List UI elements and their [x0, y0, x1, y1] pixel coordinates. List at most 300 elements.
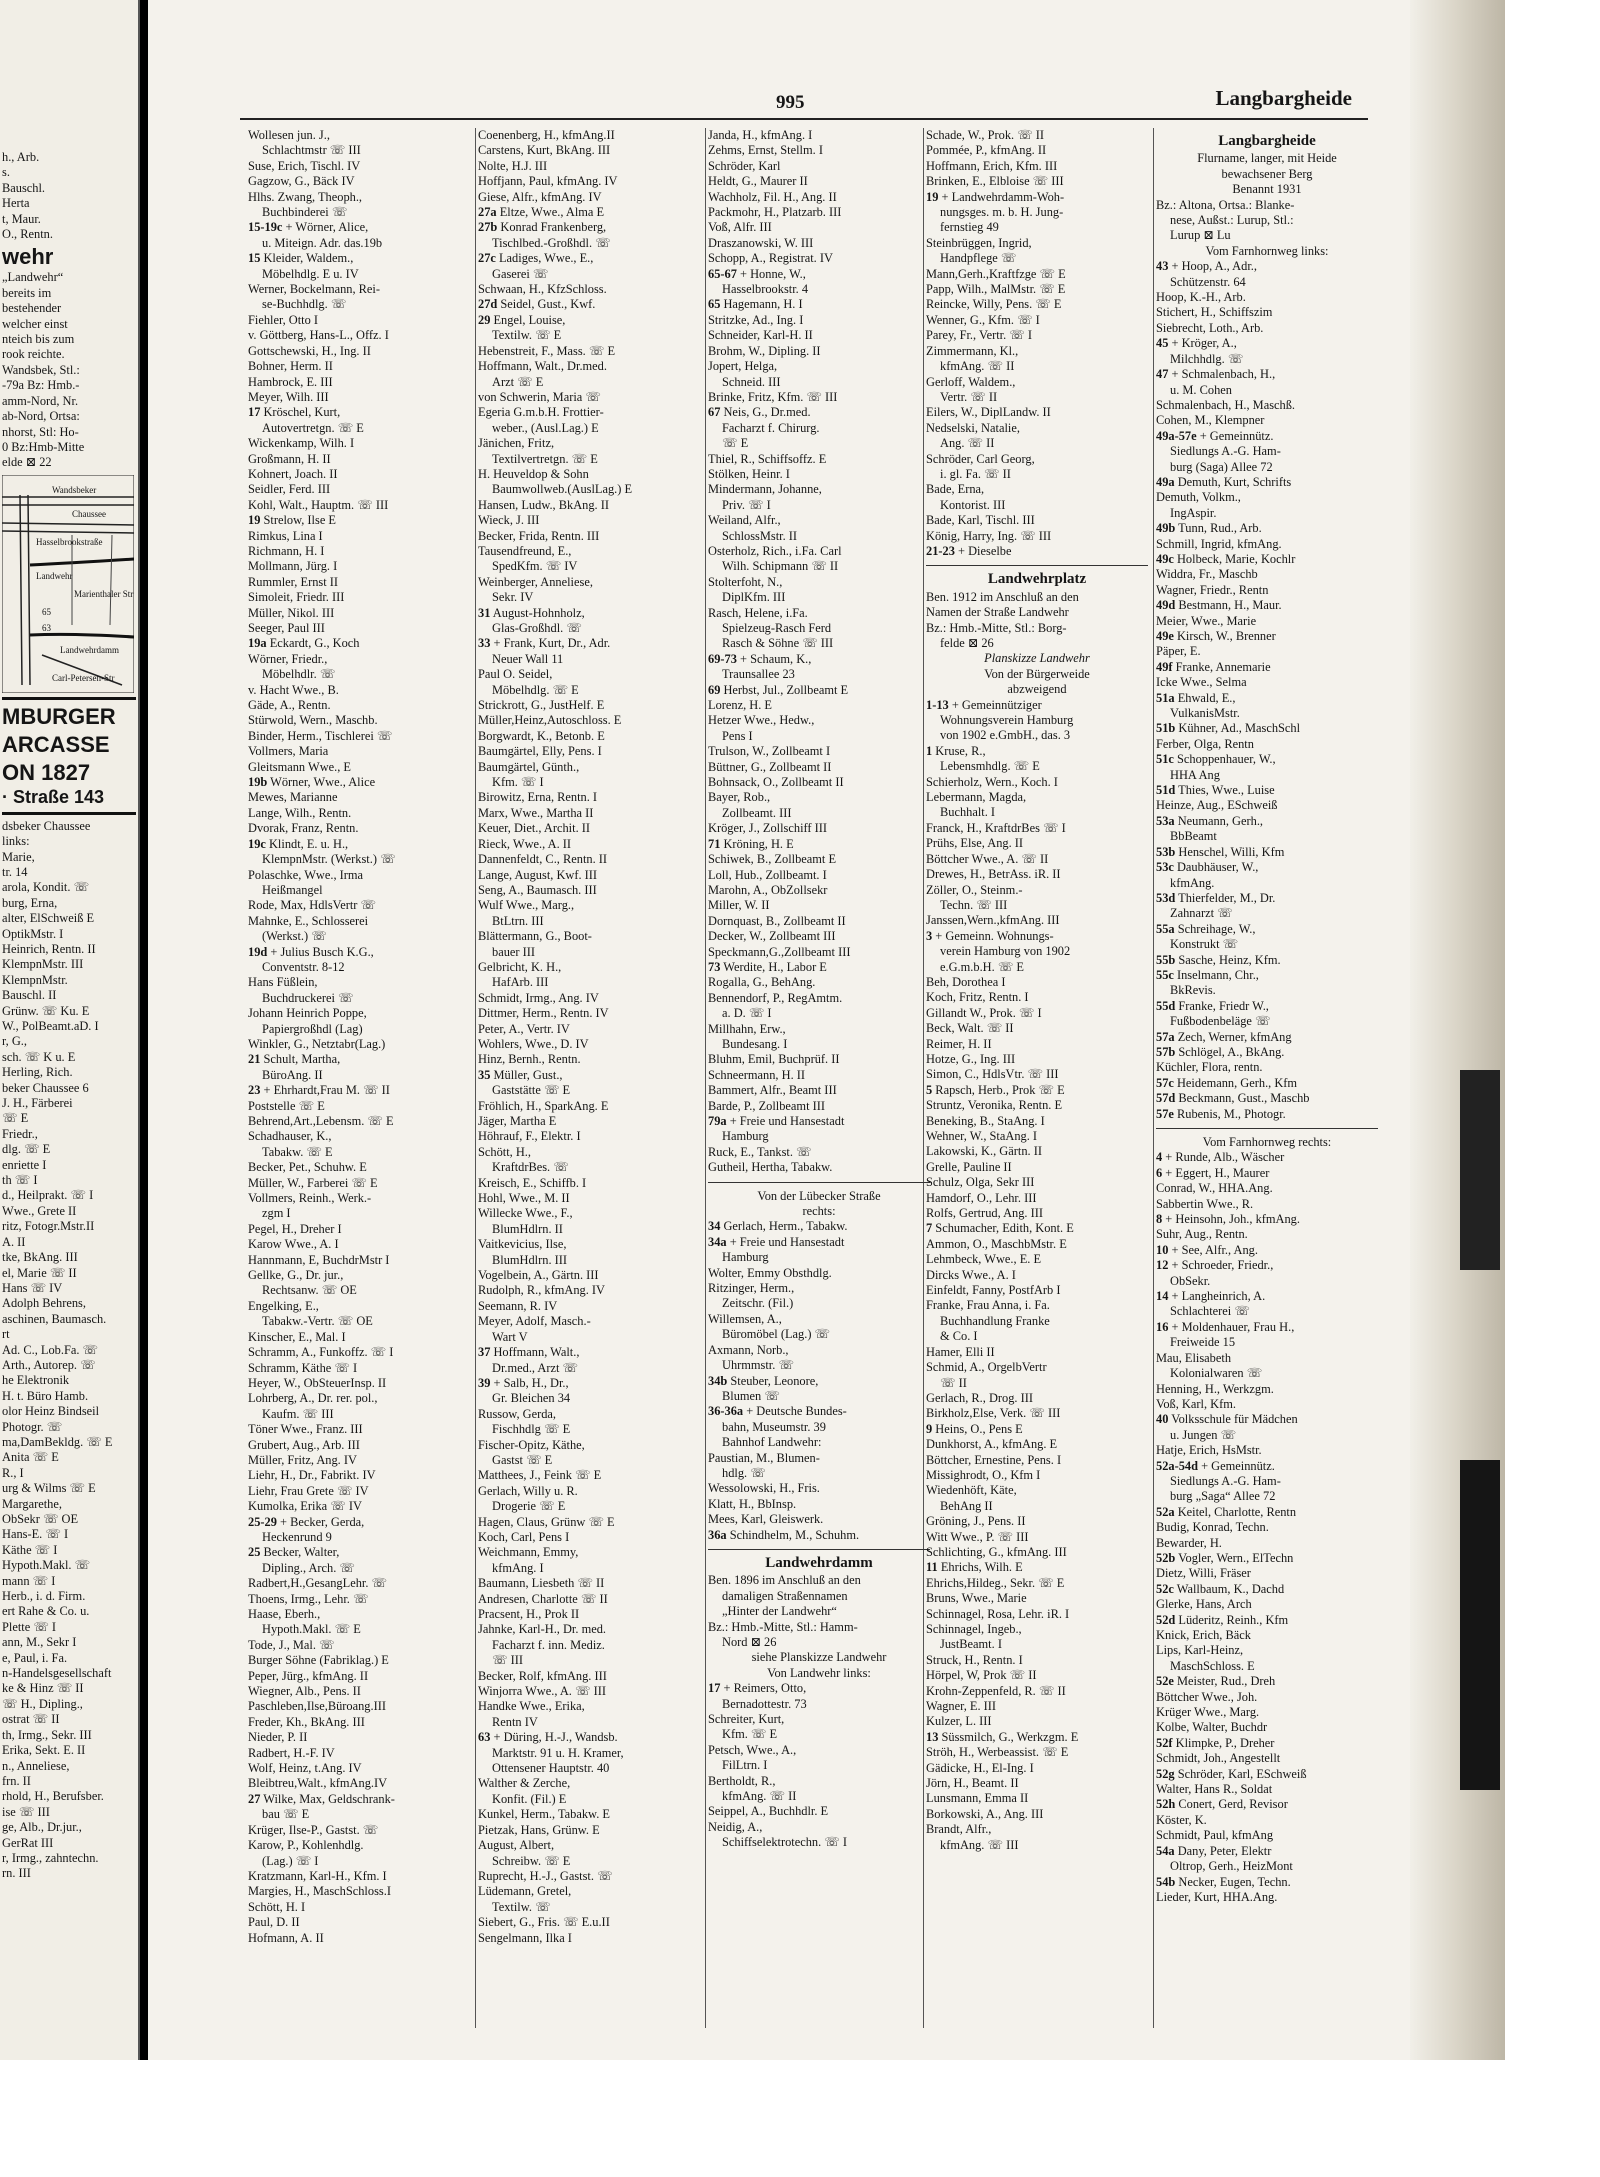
- text-line: alter, ElSchweiß E: [2, 911, 95, 926]
- resident-entry: Gaststätte ☏ E: [492, 1083, 571, 1098]
- resident-entry: Köster, K.: [1156, 1812, 1207, 1827]
- house-number-entry: 36-36a + Deutsche Bundes-: [708, 1404, 847, 1419]
- resident-entry: Wollesen jun. J.,: [248, 128, 330, 142]
- house-number: 27d: [478, 297, 498, 312]
- resident-entry: Kröger, J., Zollschiff III: [708, 821, 828, 836]
- resident-entry: Decker, W., Zollbeamt III: [708, 929, 836, 944]
- resident-entry: Dipling., Arch. ☏: [262, 1560, 355, 1575]
- resident-entry: Marktstr. 91 u. H. Kramer,: [492, 1745, 624, 1760]
- resident-entry: nese, Außst.: Lurup, Stl.:: [1170, 213, 1294, 228]
- text-line: th ☏ I: [2, 1173, 38, 1188]
- house-number: 71: [708, 836, 721, 851]
- text-line: Arth., Autorep. ☏: [2, 1357, 96, 1372]
- resident-entry: u. Jungen ☏: [1170, 1427, 1237, 1442]
- resident-entry: Thoens, Irmg., Lehr. ☏: [248, 1591, 369, 1606]
- resident-entry: Gagzow, G., Bäck IV: [248, 174, 355, 189]
- resident-entry: Demuth, Volkm.,: [1156, 490, 1241, 505]
- resident-entry: Kfm. ☏ I: [492, 775, 544, 790]
- resident-entry: Wohlers, Wwe., D. IV: [478, 1036, 589, 1051]
- resident-entry: Arzt ☏ E: [492, 374, 544, 389]
- column-divider: [705, 128, 706, 2028]
- resident-entry: Prühs, Else, Ang. II: [926, 836, 1024, 851]
- resident-entry: Spielzeug-Rasch Ferd: [722, 621, 832, 635]
- text-line: elde ⊠ 22: [2, 455, 52, 470]
- house-number: 1: [926, 743, 933, 758]
- map-label: Carl-Petersen-Str: [52, 672, 115, 683]
- resident-entry: Ang. ☏ II: [940, 436, 995, 451]
- resident-entry: Ruck, E., Tankst. ☏: [708, 1144, 812, 1159]
- house-number-entry: 10 + See, Alfr., Ang.: [1156, 1242, 1258, 1257]
- resident-entry: Lehmbeck, Wwe., E. E: [926, 1252, 1042, 1267]
- resident-entry: Schlachterei ☏: [1170, 1304, 1250, 1319]
- resident-entry: zgm I: [262, 1206, 291, 1221]
- resident-entry: Wolf, Heinz, t.Ang. IV: [248, 1761, 362, 1776]
- resident-entry: BehAng II: [940, 1498, 993, 1513]
- house-number: 49b: [1156, 521, 1176, 536]
- text-line: h., Arb.: [2, 150, 40, 164]
- resident-entry: Kratzmann, Karl-H., Kfm. I: [248, 1868, 387, 1883]
- house-number-entry: 19 Strelow, Ilse E: [248, 513, 336, 528]
- resident-entry: Müller, Nikol. III: [248, 605, 335, 620]
- resident-entry: Dannenfeldt, C., Rentn. II: [478, 852, 608, 867]
- resident-entry: Rummler, Ernst II: [248, 574, 339, 589]
- ad-line: · Straße 143: [2, 786, 105, 807]
- resident-entry: Hörpel, W, Prok ☏ II: [926, 1668, 1037, 1683]
- street-note: Von der Lübecker Straße: [757, 1188, 881, 1203]
- house-number-entry: 52a-54d + Gemeinnütz.: [1156, 1458, 1275, 1473]
- resident-entry: Klatt, H., BbInsp.: [708, 1496, 797, 1511]
- text-line: Käthe ☏ I: [2, 1542, 58, 1557]
- resident-entry: Hoffmann, Walt., Dr.med.: [478, 359, 607, 374]
- resident-entry: Zöller, O., Steinm.-: [926, 882, 1023, 897]
- house-number: 65: [708, 297, 721, 312]
- resident-entry: Hoffjann, Paul, kfmAng. IV: [478, 174, 618, 189]
- resident-entry: Fischer-Opitz, Käthe,: [478, 1437, 585, 1452]
- house-number-entry: 55b Sasche, Heinz, Kfm.: [1156, 952, 1281, 967]
- resident-entry: Pegel, H., Dreher I: [248, 1221, 342, 1236]
- resident-entry: Draszanowski, W. III: [708, 235, 814, 250]
- resident-entry: Miller, W. II: [708, 898, 770, 913]
- house-number-entry: 69-73 + Schaum, K.,: [708, 651, 812, 666]
- house-number: 3: [926, 928, 933, 943]
- house-number-entry: 54b Necker, Eugen, Techn.: [1156, 1874, 1291, 1889]
- resident-entry: Bluhm, Emil, Buchprüf. II: [708, 1052, 840, 1067]
- house-number-entry: 49a-57e + Gemeinnütz.: [1156, 428, 1274, 443]
- directory-column-2: [478, 128, 700, 2038]
- resident-entry: Osterholz, Rich., i.Fa. Carl: [708, 543, 842, 558]
- resident-entry: Weinberger, Anneliese,: [478, 574, 593, 589]
- house-number: 49a-57e: [1156, 428, 1197, 443]
- resident-entry: Bewarder, H.: [1156, 1535, 1222, 1550]
- resident-entry: Wieck, J. III: [478, 513, 540, 528]
- resident-entry: Gleitsmann Wwe., E: [248, 759, 352, 774]
- resident-entry: Kohl, Walt., Hauptm. ☏ III: [248, 497, 389, 512]
- resident-entry: SpedKfm. ☏ IV: [492, 559, 578, 574]
- house-number-entry: 43 + Hoop, A., Adr.,: [1156, 259, 1257, 274]
- resident-entry: Hlhs. Zwang, Theoph.,: [248, 189, 363, 204]
- resident-entry: Böttcher Wwe., Joh.: [1156, 1689, 1258, 1704]
- street-note: Vom Farnhornweg links:: [1205, 243, 1329, 258]
- resident-entry: Conventstr. 8-12: [262, 959, 345, 974]
- resident-entry: Binder, Herm., Tischlerei ☏: [248, 728, 393, 743]
- resident-entry: Pietzak, Hans, Grünw. E: [478, 1822, 600, 1837]
- resident-entry: „Hinter der Landwehr“: [722, 1604, 837, 1619]
- resident-entry: Becker, Frida, Rentn. III: [478, 528, 600, 543]
- house-number-entry: 53d Thierfelder, M., Dr.: [1156, 890, 1276, 905]
- house-number: 49f: [1156, 659, 1173, 674]
- resident-entry: Hamburg: [722, 1250, 769, 1265]
- resident-entry: Schwaan, H., KfzSchloss.: [478, 282, 607, 297]
- resident-entry: Jopert, Helga,: [708, 359, 778, 374]
- house-number: 57b: [1156, 1044, 1176, 1059]
- resident-entry: Hansen, Ludw., BkAng. II: [478, 497, 609, 512]
- resident-entry: HHA Ang: [1170, 767, 1220, 782]
- house-number-entry: 54a Dany, Peter, Elektr: [1156, 1843, 1272, 1858]
- resident-entry: Dietz, Willi, Fräser: [1156, 1566, 1251, 1581]
- resident-entry: BtLtrn. III: [492, 913, 544, 928]
- resident-entry: u. M. Cohen: [1170, 382, 1232, 397]
- resident-entry: Textilw. ☏ E: [492, 328, 562, 343]
- house-number-entry: 34b Steuber, Leonore,: [708, 1373, 819, 1388]
- resident-entry: Heißmangel: [262, 882, 323, 897]
- street-heading: Langbargheide: [1218, 133, 1316, 149]
- house-number: 11: [926, 1560, 938, 1575]
- section-rule: [708, 1182, 930, 1183]
- house-number: 69: [708, 682, 721, 697]
- house-number: 79a: [708, 1114, 727, 1128]
- house-number-entry: 49d Bestmann, H., Maur.: [1156, 598, 1282, 613]
- resident-entry: Tabakw.-Vertr. ☏ OE: [262, 1314, 373, 1329]
- house-number: 52h: [1156, 1797, 1176, 1812]
- resident-entry: Baumwollweb.(AuslLag.) E: [492, 482, 633, 497]
- resident-entry: Nieder, P. II: [248, 1730, 308, 1745]
- resident-entry: Wörner, Friedr.,: [248, 651, 328, 666]
- text-line: rook reichte.: [2, 347, 65, 362]
- directory-column-5: [1156, 128, 1378, 2038]
- house-number-entry: 19b Wörner, Wwe., Alice: [248, 775, 376, 790]
- house-number-entry: 36a Schindhelm, M., Schuhm.: [708, 1527, 860, 1542]
- resident-entry: Böttcher, Ernestine, Pens. I: [926, 1452, 1062, 1467]
- map-label: Landwehrdamm: [60, 644, 119, 655]
- text-line: A. II: [2, 1234, 26, 1249]
- house-number-entry: 57b Schlögel, A., BkAng.: [1156, 1044, 1285, 1059]
- resident-entry: Paschleben,Ilse,Büroang.III: [248, 1699, 386, 1714]
- resident-entry: Dircks Wwe., A. I: [926, 1267, 1016, 1282]
- resident-entry: Bernadottestr. 73: [722, 1696, 807, 1711]
- house-number: 53b: [1156, 844, 1176, 859]
- resident-entry: Möbelhdlg. ☏ E: [492, 682, 579, 697]
- resident-entry: Seippel, A., Buchhdlr. E: [708, 1804, 829, 1819]
- resident-entry: Gerlach, Willy u. R.: [478, 1483, 578, 1498]
- house-number: 53c: [1156, 860, 1174, 875]
- house-number-entry: 9 Heins, O., Pens E: [926, 1421, 1023, 1436]
- resident-entry: Speckmann,G.,Zollbeamt III: [708, 944, 851, 959]
- resident-entry: Stichert, H., Schiffszim: [1156, 305, 1273, 320]
- resident-entry: Bammert, Alfr., Beamt III: [708, 1083, 837, 1098]
- house-number: 51c: [1156, 752, 1174, 767]
- resident-entry: Packmohr, H., Platzarb. III: [708, 205, 842, 220]
- resident-entry: Schmidt, Irmg., Ang. IV: [478, 990, 599, 1005]
- ad-line: ON 1827: [2, 759, 91, 785]
- text-line: KlempnMstr.: [2, 972, 68, 987]
- resident-entry: Karow Wwe., A. I: [248, 1237, 339, 1252]
- resident-entry: Tausendfreund, E.,: [478, 543, 572, 558]
- street-note: Benannt 1931: [1232, 182, 1302, 197]
- resident-entry: Struntz, Veronika, Rentn. E: [926, 1098, 1063, 1113]
- resident-entry: Rogalla, G., BehAng.: [708, 975, 816, 990]
- house-number: 29: [478, 312, 491, 327]
- resident-entry: Drewes, H., BetrAss. iR. II: [926, 867, 1061, 882]
- house-number: 57a: [1156, 1029, 1175, 1044]
- house-number-entry: 52h Conert, Gerd, Revisor: [1156, 1797, 1288, 1812]
- house-number: 5: [926, 1082, 933, 1097]
- resident-entry: Radbert,H.,GesangLehr. ☏: [248, 1576, 388, 1591]
- street-note: Von Landwehr links:: [767, 1665, 871, 1680]
- resident-entry: Dvorak, Franz, Rentn.: [248, 821, 359, 836]
- resident-entry: Schneid. III: [722, 374, 781, 389]
- resident-entry: Autovertretgn. ☏ E: [262, 420, 364, 435]
- resident-entry: Krüger, Ilse-P., Gastst. ☏: [248, 1822, 379, 1837]
- resident-entry: Buchbinderei ☏: [262, 205, 348, 220]
- resident-entry: VulkanisMstr.: [1170, 706, 1240, 721]
- resident-entry: Bz.: Hmb.-Mitte, Stl.: Borg-: [926, 620, 1067, 635]
- resident-entry: Wulf Wwe., Marg.,: [478, 898, 575, 913]
- resident-entry: Hofmann, A. II: [248, 1930, 324, 1945]
- resident-entry: Simon, C., HdlsVtr. ☏ III: [926, 1067, 1059, 1082]
- house-number: 15-19c: [248, 220, 283, 235]
- resident-entry: v. Göttberg, Hans-L., Offz. I: [248, 328, 389, 343]
- resident-entry: Hagen, Claus, Grünw ☏ E: [478, 1514, 615, 1529]
- resident-entry: Schiffselektrotechn. ☏ I: [722, 1835, 848, 1850]
- house-number: 49c: [1156, 551, 1174, 566]
- street-note: bewachsener Berg: [1221, 166, 1313, 181]
- resident-entry: Gutheil, Hertha, Tabakw.: [708, 1160, 833, 1175]
- resident-entry: Fischhdlg ☏ E: [492, 1422, 571, 1437]
- house-number-entry: 47 + Schmalenbach, H.,: [1156, 367, 1276, 382]
- house-number-entry: 45 + Kröger, A.,: [1156, 336, 1237, 351]
- resident-entry: Pommée, P., kfmAng. II: [926, 143, 1047, 158]
- resident-entry: Päper, E.: [1156, 644, 1201, 659]
- house-number: 27b: [478, 220, 498, 235]
- house-number: 39: [478, 1375, 491, 1390]
- house-number-entry: 34a + Freie und Hansestadt: [708, 1234, 845, 1249]
- street-note: rechts:: [802, 1204, 836, 1219]
- resident-entry: Hoop, K.-H., Arb.: [1156, 290, 1246, 305]
- house-number-entry: 14 + Langheinrich, A.: [1156, 1289, 1266, 1304]
- resident-entry: Hasselbrookstr. 4: [722, 282, 809, 297]
- resident-entry: Lunsmann, Emma II: [926, 1791, 1029, 1806]
- resident-entry: Textilw. ☏: [492, 1899, 551, 1914]
- resident-entry: Glerke, Hans, Arch: [1156, 1597, 1252, 1612]
- resident-entry: August, Albert,: [478, 1838, 555, 1853]
- resident-entry: Uhrmmstr. ☏: [722, 1358, 794, 1373]
- resident-entry: Dr.med., Arzt ☏: [492, 1360, 579, 1375]
- resident-entry: Sabbertin Wwe., R.: [1156, 1196, 1254, 1211]
- resident-entry: burg (Saga) Allee 72: [1170, 459, 1273, 474]
- text-line: OptikMstr. I: [2, 926, 64, 941]
- resident-entry: Böttcher Wwe., A. ☏ II: [926, 851, 1049, 866]
- house-number: 16: [1156, 1319, 1169, 1334]
- resident-entry: Einfeldt, Fanny, PostfArb I: [926, 1283, 1061, 1298]
- resident-entry: Kumolka, Erika ☏ IV: [248, 1499, 362, 1514]
- house-number-entry: 1 Kruse, R.,: [926, 743, 986, 758]
- text-line: ge, Alb., Dr.jur.,: [2, 1820, 82, 1835]
- resident-entry: Freiweide 15: [1170, 1335, 1236, 1350]
- house-number: 52f: [1156, 1735, 1173, 1750]
- resident-entry: nungsges. m. b. H. Jung-: [940, 205, 1064, 220]
- resident-entry: kfmAng.: [1170, 875, 1215, 890]
- house-number: 57e: [1156, 1106, 1174, 1121]
- house-number: 27: [248, 1791, 261, 1806]
- text-line: GerRat III: [2, 1835, 54, 1850]
- text-line: ab-Nord, Ortsa:: [2, 409, 80, 424]
- text-line: Hans ☏ IV: [2, 1280, 63, 1295]
- resident-entry: Papiergroßhdl (Lag): [262, 1021, 363, 1036]
- resident-entry: Schreiter, Kurt,: [708, 1712, 785, 1727]
- resident-entry: Schött, H.,: [478, 1144, 532, 1159]
- resident-entry: Hans Füßlein,: [248, 975, 318, 990]
- resident-entry: Kontorist. III: [940, 497, 1006, 512]
- resident-entry: Missighrodt, O., Kfm I: [926, 1467, 1041, 1482]
- resident-entry: Gelbricht, K. H.,: [478, 959, 562, 974]
- resident-entry: Wiegner, Alb., Pens. II: [248, 1684, 361, 1699]
- house-number: 55b: [1156, 952, 1176, 967]
- house-number: 51b: [1156, 721, 1176, 736]
- resident-entry: Priv. ☏ I: [722, 497, 771, 512]
- resident-entry: Mollmann, Jürg. I: [248, 559, 338, 574]
- resident-entry: Franck, H., KraftdrBes ☏ I: [926, 820, 1066, 835]
- resident-entry: Bohner, Herm. II: [248, 359, 333, 374]
- text-line: tke, BkAng. III: [2, 1250, 78, 1265]
- house-number-entry: 13 Süssmilch, G., Werkzgm. E: [926, 1729, 1079, 1744]
- house-number-entry: 40 Volksschule für Mädchen: [1156, 1412, 1298, 1427]
- house-number: 4: [1156, 1150, 1163, 1165]
- house-number-entry: 55a Schreihage, W.,: [1156, 921, 1256, 936]
- resident-entry: KlempnMstr. (Werkst.) ☏: [262, 852, 396, 867]
- resident-entry: Hotze, G., Ing. III: [926, 1051, 1016, 1066]
- house-number: 25: [248, 1545, 261, 1560]
- house-number: 52c: [1156, 1581, 1174, 1596]
- house-number-entry: 55d Franke, Friedr W.,: [1156, 998, 1269, 1013]
- resident-entry: Handke Wwe., Erika,: [478, 1699, 585, 1714]
- resident-entry: Gaserei ☏: [492, 266, 549, 281]
- resident-entry: Struck, H., Rentn. I: [926, 1652, 1023, 1667]
- resident-entry: hdlg. ☏: [722, 1465, 766, 1480]
- resident-entry: Schulz, Olga, Sekr III: [926, 1175, 1035, 1190]
- resident-entry: HafArb. III: [492, 975, 549, 990]
- house-number: 21: [248, 1052, 261, 1067]
- resident-entry: Gröning, J., Pens. II: [926, 1514, 1026, 1529]
- resident-entry: Hinz, Bernh., Rentn.: [478, 1052, 581, 1067]
- house-number-entry: 27a Eltze, Wwe., Alma E: [478, 205, 605, 220]
- text-line: R., I: [2, 1465, 24, 1480]
- resident-entry: Dittmer, Herm., Rentn. IV: [478, 1006, 609, 1021]
- resident-entry: Weichmann, Emmy,: [478, 1545, 579, 1560]
- resident-entry: Großmann, H. II: [248, 451, 331, 466]
- house-number-entry: 52f Klimpke, P., Dreher: [1156, 1735, 1275, 1750]
- street-heading: Landwehrdamm: [765, 1554, 873, 1571]
- resident-entry: Jäger, Martha E: [478, 1114, 557, 1128]
- resident-entry: Mahnke, E., Schlosserei: [248, 913, 369, 928]
- resident-entry: Ben. 1912 im Anschluß an den: [926, 589, 1079, 604]
- resident-entry: Weiland, Alfr.,: [708, 513, 781, 528]
- directory-page: [148, 0, 1410, 2060]
- resident-entry: Barde, P., Zollbeamt III: [708, 1098, 825, 1113]
- resident-entry: Hamer, Elli II: [926, 1344, 995, 1359]
- house-number-entry: 53c Daubhäuser, W.,: [1156, 860, 1259, 875]
- resident-entry: Thiel, R., Schiffsoffz. E: [708, 451, 827, 466]
- house-number-entry: 57e Rubenis, M., Photogr.: [1156, 1106, 1286, 1121]
- resident-entry: Koch, Carl, Pens I: [478, 1529, 570, 1544]
- house-number: 51a: [1156, 690, 1175, 705]
- resident-entry: Stölken, Heinr. I: [708, 466, 790, 481]
- text-line: Bauschl.: [2, 180, 46, 195]
- text-line: el, Marie ☏ II: [2, 1265, 77, 1280]
- resident-entry: Kolbe, Walter, Buchdr: [1156, 1720, 1268, 1735]
- text-line: J. H., Färberei: [2, 1096, 73, 1111]
- resident-entry: H. Heuveldop & Sohn: [478, 466, 589, 481]
- text-line: Marie,: [2, 849, 35, 864]
- section-rule: [1156, 1128, 1378, 1129]
- resident-entry: bahn, Museumstr. 39: [722, 1419, 826, 1434]
- house-number-entry: 19d + Julius Busch K.G.,: [248, 944, 374, 959]
- resident-entry: Schmalenbach, H., Maschß.: [1156, 397, 1296, 412]
- resident-entry: Schlachtmstr ☏ III: [262, 143, 361, 158]
- resident-entry: Gr. Bleichen 34: [492, 1391, 571, 1406]
- resident-entry: Pracsent, H., Prok II: [478, 1607, 580, 1621]
- resident-entry: Kfm. ☏ E: [722, 1727, 778, 1742]
- house-number-entry: 23 + Ehrhardt,Frau M. ☏ II: [248, 1083, 390, 1098]
- house-number-entry: 15-19c + Wörner, Alice,: [248, 220, 369, 235]
- resident-entry: i. gl. Fa. ☏ II: [940, 466, 1011, 481]
- header-rule: [240, 118, 1368, 120]
- resident-entry: Tischlbed.-Großhdl. ☏: [492, 235, 611, 250]
- resident-entry: Zimmermann, Kl.,: [926, 343, 1019, 358]
- text-line: d., Heilprakt. ☏ I: [2, 1188, 94, 1203]
- resident-entry: Vollmers, Reinh., Werk.-: [248, 1191, 372, 1206]
- map-label: Landwehr: [36, 570, 73, 581]
- text-line: ma,DamBekldg. ☏ E: [2, 1434, 113, 1449]
- resident-entry: ☏ II: [940, 1375, 967, 1390]
- resident-entry: SchlossMstr. II: [722, 528, 798, 543]
- resident-entry: Schneider, Karl-H. II: [708, 328, 813, 343]
- resident-entry: Lange, August, Kwf. III: [478, 867, 598, 882]
- resident-entry: Loll, Hub., Zollbeamt. I: [708, 867, 827, 882]
- resident-entry: Schmid, A., OrgelbVertr: [926, 1360, 1047, 1375]
- resident-entry: Ströh, H., Werbeassist. ☏ E: [926, 1745, 1069, 1760]
- resident-entry: Knick, Erich, Bäck: [1156, 1628, 1251, 1642]
- resident-entry: Suhr, Aug., Rentn.: [1156, 1227, 1248, 1242]
- text-line: n-Handelsgesellschaft: [2, 1666, 112, 1681]
- house-number: 27a: [478, 205, 497, 220]
- text-line: Bauschl. II: [2, 988, 57, 1003]
- house-number-entry: 51a Ehwald, E.,: [1156, 690, 1236, 705]
- resident-entry: Rechtsanw. ☏ OE: [262, 1283, 357, 1298]
- resident-entry: Kinscher, E., Mal. I: [248, 1329, 346, 1344]
- resident-entry: Lohrberg, A., Dr. rer. pol.,: [248, 1391, 378, 1406]
- resident-entry: Bertholdt, R.,: [708, 1773, 776, 1788]
- text-line: amm-Nord, Nr.: [2, 393, 79, 408]
- house-number: 19b: [248, 775, 268, 790]
- resident-entry: Widdra, Fr., Maschb: [1156, 567, 1258, 582]
- text-line: Margarethe,: [2, 1496, 62, 1511]
- house-number-entry: 1-13 + Gemeinnütziger: [926, 697, 1042, 712]
- resident-entry: Kulzer, L. III: [926, 1714, 992, 1729]
- house-number: 37: [478, 1345, 491, 1360]
- resident-entry: Bundesang. I: [722, 1036, 788, 1051]
- resident-entry: Meyer, Adolf, Masch.-: [478, 1314, 591, 1329]
- resident-entry: burg „Saga“ Allee 72: [1170, 1489, 1276, 1504]
